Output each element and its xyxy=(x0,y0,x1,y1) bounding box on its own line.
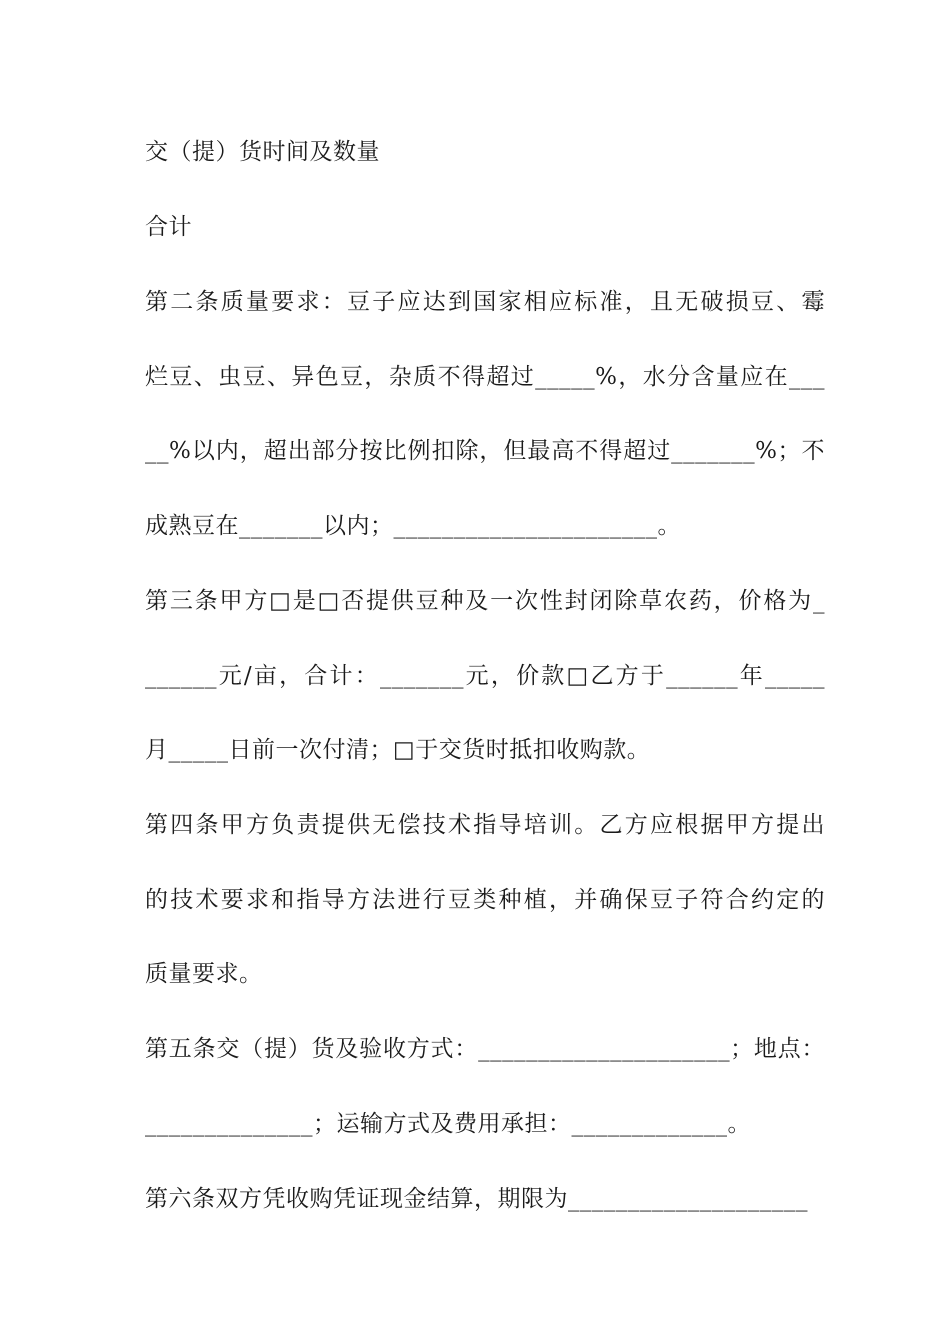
heading-delivery-time-quantity: 交（提）货时间及数量 xyxy=(145,139,380,165)
clause-2-line-1: 第二条质量要求：豆子应达到国家相应标准，且无破损豆、霉 xyxy=(145,289,825,315)
clause-3-line-3: 月_____日前一次付清；□于交货时抵扣收购款。 xyxy=(145,737,651,763)
clause-4-line-1: 第四条甲方负责提供无偿技术指导培训。乙方应根据甲方提出 xyxy=(145,812,825,838)
clause-5-line-1: 第五条交（提）货及验收方式：_____________________；地点： xyxy=(145,1036,825,1062)
clause-4-line-3: 质量要求。 xyxy=(145,961,263,987)
clause-2-line-2: 烂豆、虫豆、异色豆，杂质不得超过_____%，水分含量应在___ xyxy=(145,364,825,390)
clause-2-line-3: __%以内，超出部分按比例扣除，但最高不得超过_______%；不 xyxy=(145,438,825,464)
clause-2-line-4: 成熟豆在_______以内；______________________。 xyxy=(145,513,681,539)
clause-6-line-1: 第六条双方凭收购凭证现金结算，期限为____________________ xyxy=(145,1186,808,1212)
clause-5-line-2: ______________；运输方式及费用承担：_____________。 xyxy=(145,1111,751,1137)
heading-total: 合计 xyxy=(145,214,192,240)
clause-3-line-1: 第三条甲方□是□否提供豆种及一次性封闭除草农药，价格为_ xyxy=(145,588,825,614)
clause-4-line-2: 的技术要求和指导方法进行豆类种植，并确保豆子符合约定的 xyxy=(145,887,825,913)
clause-3-line-2: ______元/亩，合计：_______元，价款□乙方于______年_____ xyxy=(145,663,825,689)
